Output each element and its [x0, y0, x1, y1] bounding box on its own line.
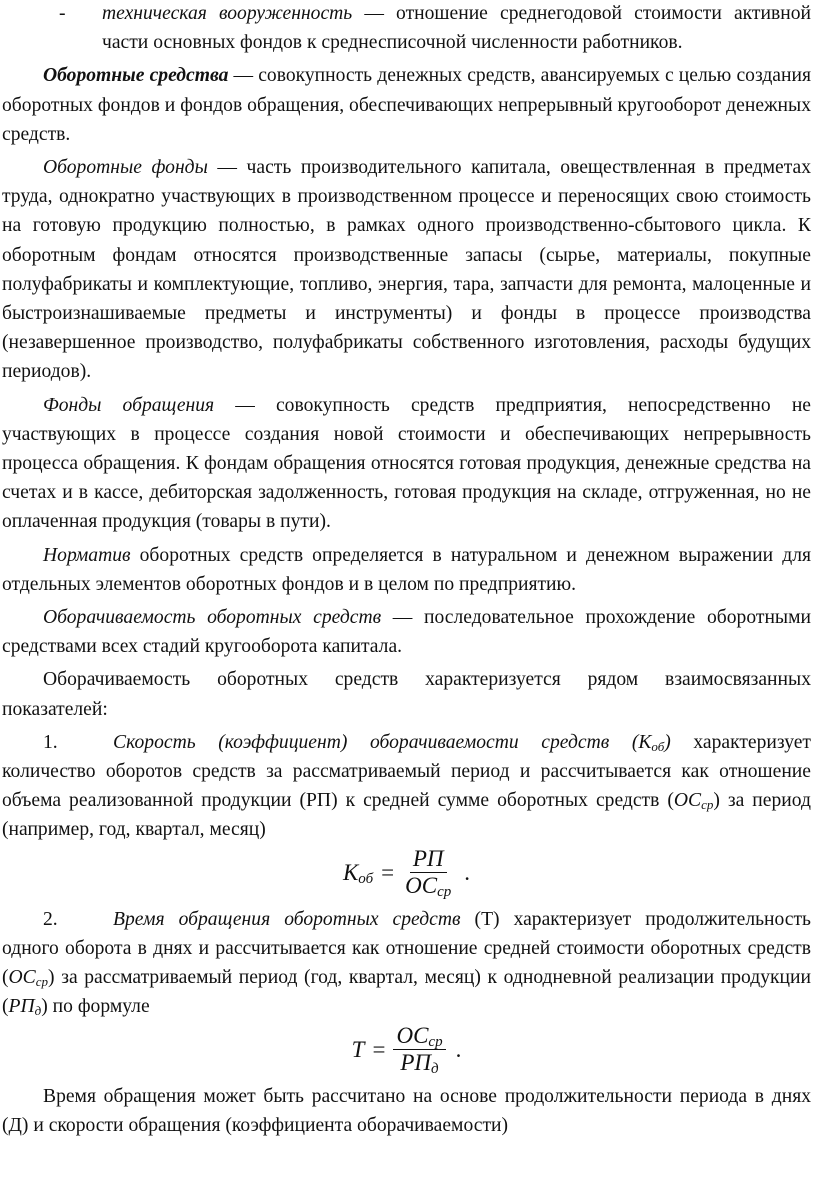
term-turnover-ratio: Скорость (коэффициент) оборачиваемости средств $(К_{об})$: [113, 731, 671, 754]
term-working-capital: Оборотные средства: [43, 65, 229, 87]
item-number: 1.: [43, 731, 58, 753]
term-circulating-funds: Оборотные фонды: [43, 157, 208, 179]
paragraph-circulating-funds: Оборотные фонды — часть производительного капитала, овеществленная в предметах труда, однократно участвующих в производственном процессе и переносящих свою стоимость на готовую продукцию полностью, в рамках одного производственно-сбытового цикла. К оборотным фондам относятся производственные запасы (сырье, материалы, покупные полуфабрикаты и комплектующие, топливо, энергия, тара, запчасти для ремонта, малоценные и быстроизнашиваемые предметы и инструменты) и фонды в процессе производства (незавершенное производство, полуфабрикаты собственного изготовления, расходы будущих периодов).: [2, 157, 811, 383]
paragraph-turnover-time-calc: Время обращения может быть рассчитано на основе продолжительности периода в днях (Д) и скорости обращения (коэффициента оборачиваемости): [2, 1085, 811, 1136]
term-turnover-time: Время обращения оборотных средств: [113, 908, 461, 930]
paragraph-working-capital: Оборотные средства — совокупность денежных средств, авансируемых с целью создания оборотных фондов и фондов обращения, обеспечивающих непрерывный кругооборот денежных средств.: [2, 65, 811, 145]
list-item-turnover-time: 2. Время обращения оборотных средств (Т) характеризует продолжительность одного оборота в днях и рассчитывается как отношение средней стоимости оборотных средств $(ОС_{ср})$ за рассматриваемый период (год, квартал, месяц) к однодневной реализации продукции $(РП_д)$ по формуле: [2, 905, 811, 1022]
paragraph-circulation-funds: Фонды обращения — совокупность средств предприятия, непосредственно не участвующих в процессе создания новой стоимости и обеспечивающих непрерывность процесса обращения. К фондам обращения относятся готовая продукция, денежные средства на счетах и в кассе, дебиторская задолженность, готовая продукция на складе, отгруженная, но не оплаченная продукция (товары в пути).: [2, 394, 811, 533]
paragraph-turnover: Оборачиваемость оборотных средств — последовательное прохождение оборотными средствами всех стадий кругооборота капитала.: [2, 607, 811, 658]
fraction: $\frac{РП}{ОС_{ср}}$: [405, 846, 452, 901]
document-page: [2, 0, 811, 1140]
paragraph-norm: Норматив оборотных средств определяется в натуральном и денежном выражении для отдельных элементов оборотных фондов и в целом по предприятию.: [2, 544, 811, 595]
formula-turnover-ratio: $К_{об}$ = $\frac{РП}{ОС_{ср}}$ .: [343, 846, 470, 901]
term-circulation-funds: Фонды обращения: [43, 394, 215, 416]
term-norm: Норматив: [43, 544, 131, 566]
list-item-technical-equipment: [2, 0, 811, 57]
list-item-turnover-ratio: 1. Скорость (коэффициент) оборачиваемости средств $(К_{об})$ характеризует количество оборотов средств за рассматриваемый период и рассчитывается как отношение объема реализованной продукции (РП) к средней сумме оборотных средств $(ОС_{ср})$ за период (например, год, квартал, месяц): [2, 728, 811, 845]
list-marker: -: [59, 3, 66, 24]
list-item-text: техническая вооруженность — отношение среднегодовой стоимости активной части основных фондов к среднесписочной численности работников.: [102, 3, 811, 54]
term-technical-equipment: техническая вооруженность: [102, 3, 353, 24]
term-turnover: Оборачиваемость оборотных средств: [43, 607, 382, 629]
fraction: $\frac{ОС_{ср}}{РП_д}$: [393, 1023, 445, 1076]
item-number: 2.: [43, 908, 58, 930]
formula-turnover-time: Т = $\frac{ОС_{ср}}{РП_д}$ .: [351, 1023, 462, 1077]
paragraph-turnover-indicators: Оборачиваемость оборотных средств характеризуется рядом взаимосвязанных показателей:: [2, 669, 811, 720]
